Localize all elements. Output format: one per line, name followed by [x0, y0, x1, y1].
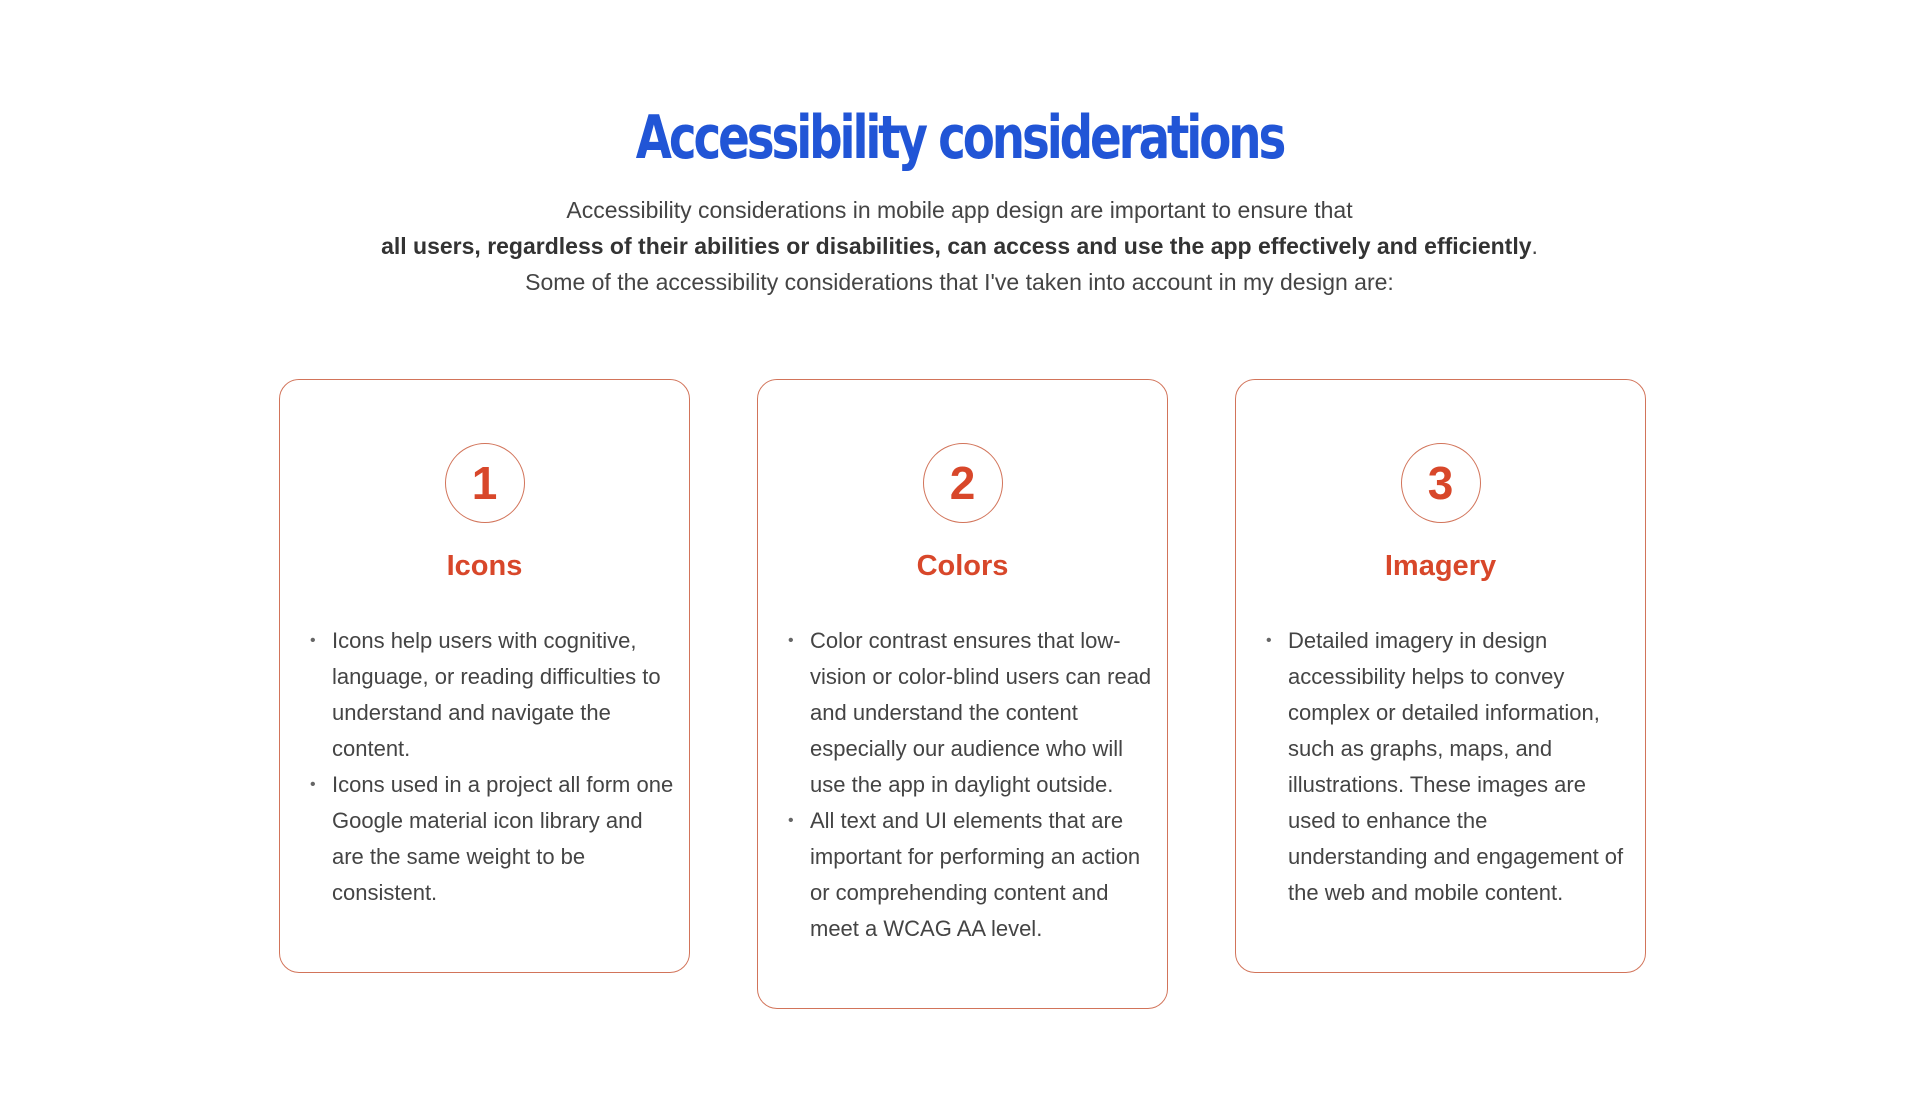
intro-line-2 [0, 228, 1919, 264]
bullet-dot-icon: • [788, 632, 794, 649]
bullet-dot-icon: • [788, 812, 794, 829]
list-item-text: Color contrast ensures that low-vision or color-blind users can read and understand the content especially our audience who will use the app in daylight outside. [810, 628, 1152, 797]
list-item-text: All text and UI elements that are important for performing an action or comprehending content and meet a WCAG AA level. [810, 808, 1141, 941]
card-number-badge: 2 [923, 443, 1003, 523]
card-number-badge: 3 [1401, 443, 1481, 523]
intro-emphasis: all users, regardless of their abilities or disabilities, can access and use the app effectively and efficiently [381, 233, 1532, 259]
card-imagery [1235, 379, 1646, 973]
list-item [310, 623, 675, 767]
card-colors [757, 379, 1168, 1009]
card-number-badge: 1 [445, 443, 525, 523]
bullet-dot-icon: • [310, 776, 316, 793]
intro-text [0, 192, 1919, 300]
intro-line-3: Some of the accessibility considerations that I've taken into account in my design are: [525, 269, 1394, 295]
list-item [788, 803, 1153, 947]
list-item-text: Icons used in a project all form one Google material icon library and are the same weight to be consistent. [332, 772, 674, 905]
list-item-text: Detailed imagery in design accessibility helps to convey complex or detailed information, such as graphs, maps, and illustrations. These images are used to enhance the understanding and engagement of the web and mobile content. [1288, 628, 1624, 905]
bullet-list [1266, 623, 1631, 911]
card-title: Icons [446, 550, 523, 582]
bullet-dot-icon: • [1266, 632, 1272, 649]
card-title: Colors [916, 550, 1009, 582]
list-item [310, 767, 675, 911]
page-title: Accessibility considerations [635, 103, 1284, 173]
card-title: Imagery [1384, 550, 1497, 582]
card-icons [279, 379, 690, 973]
bullet-list [788, 623, 1153, 947]
bullet-list [310, 623, 675, 911]
bullet-dot-icon: • [310, 632, 316, 649]
intro-line-1: Accessibility considerations in mobile app design are important to ensure that [566, 197, 1353, 223]
intro-period: . [1531, 233, 1538, 259]
list-item-text: Icons help users with cognitive, language, or reading difficulties to understand and navigate the content. [332, 628, 661, 761]
list-item [1266, 623, 1631, 911]
list-item [788, 623, 1153, 803]
